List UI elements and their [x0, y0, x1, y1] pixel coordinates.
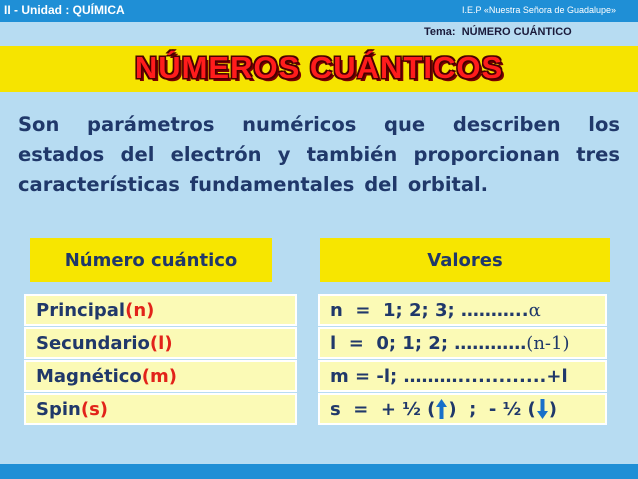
symbol-l: (l) — [149, 332, 173, 354]
row-principal-value: n = 1; 2; 3; ……….. α — [318, 294, 607, 326]
symbol-n: (n) — [125, 299, 155, 321]
column-header-quantum-number: Número cuántico — [30, 238, 272, 282]
unit-label: II - Unidad : QUÍMICA — [4, 3, 125, 17]
row-secondary-name: Secundario (l) — [24, 327, 297, 359]
row-spin-name: Spin (s) — [24, 393, 297, 425]
row-spin-value: s = + ½ ( ) ; - ½ ( ) — [318, 393, 607, 425]
bottom-bar — [0, 464, 638, 479]
column-header-values: Valores — [320, 238, 610, 282]
row-principal-name: Principal (n) — [24, 294, 297, 326]
arrow-down-icon — [536, 398, 549, 420]
page-title: NÚMEROS CUÁNTICOS — [134, 50, 504, 85]
n-minus-1: (n-1) — [526, 332, 570, 354]
top-bar — [0, 0, 638, 22]
row-secondary-value: l = 0; 1; 2; ………… (n-1) — [318, 327, 607, 359]
symbol-s: (s) — [80, 398, 109, 420]
arrow-up-icon — [435, 398, 448, 420]
tema-label: Tema: NÚMERO CUÁNTICO — [424, 26, 572, 38]
symbol-m: (m) — [141, 365, 177, 387]
definition-text: Son parámetros numéricos que describen los estados del electrón y también proporcionan tres características fundamentales del orbital. — [18, 113, 620, 196]
row-magnetic-name: Magnético (m) — [24, 360, 297, 392]
alpha-symbol: α — [528, 299, 541, 321]
school-label: I.E.P «Nuestra Señora de Guadalupe» — [462, 5, 616, 15]
tema-bar — [0, 22, 638, 42]
row-magnetic-value: m = -l; ……….............+l — [318, 360, 607, 392]
title-banner — [0, 46, 638, 92]
